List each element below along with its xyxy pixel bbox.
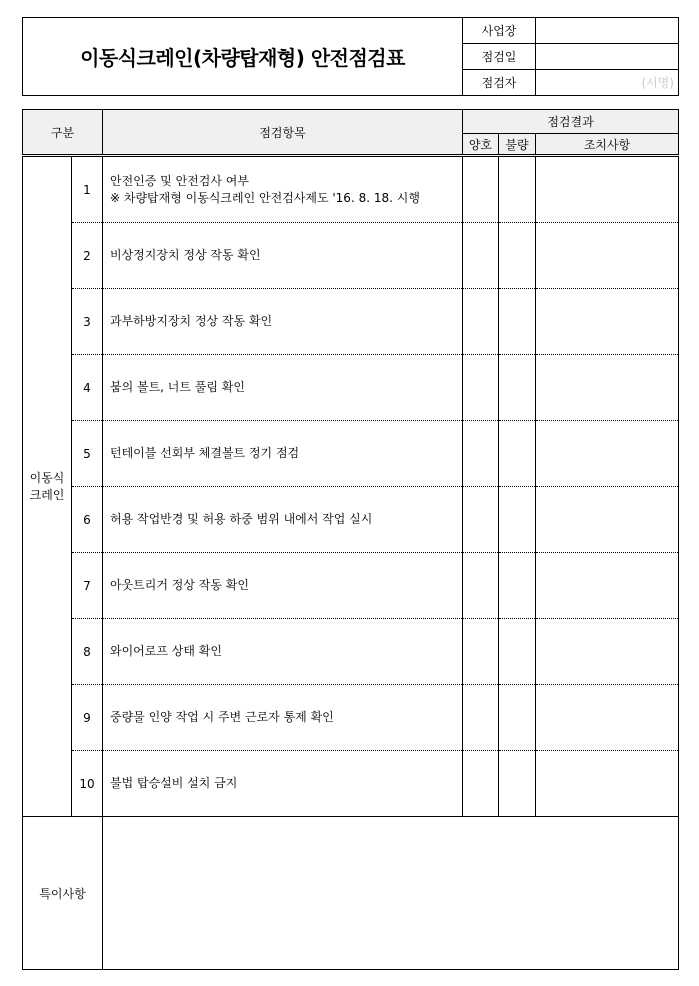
inspection-date-field[interactable] bbox=[536, 44, 679, 70]
page-title: 이동식크레인(차량탑재형) 안전점검표 bbox=[23, 18, 463, 96]
item-label: 비상정지장치 정상 작동 확인 bbox=[110, 248, 261, 262]
item-text bbox=[103, 289, 463, 355]
item-text bbox=[103, 223, 463, 289]
good-check-cell[interactable] bbox=[463, 289, 499, 355]
action-cell[interactable] bbox=[536, 421, 679, 487]
col-category: 구분 bbox=[23, 110, 103, 156]
item-label: 와이어로프 상태 확인 bbox=[110, 644, 222, 658]
good-check-cell[interactable] bbox=[463, 619, 499, 685]
bad-check-cell[interactable] bbox=[499, 289, 536, 355]
item-number: 8 bbox=[72, 619, 103, 685]
item-number: 6 bbox=[72, 487, 103, 553]
item-number: 9 bbox=[72, 685, 103, 751]
bad-check-cell[interactable] bbox=[499, 223, 536, 289]
item-number: 1 bbox=[72, 156, 103, 223]
bad-check-cell[interactable] bbox=[499, 751, 536, 817]
action-cell[interactable] bbox=[536, 487, 679, 553]
item-text bbox=[103, 751, 463, 817]
item-label: 아웃트리거 정상 작동 확인 bbox=[110, 578, 249, 592]
good-check-cell[interactable] bbox=[463, 223, 499, 289]
bad-check-cell[interactable] bbox=[499, 619, 536, 685]
table-row bbox=[23, 355, 679, 421]
good-check-cell[interactable] bbox=[463, 751, 499, 817]
col-action: 조치사항 bbox=[536, 134, 679, 156]
item-text bbox=[103, 553, 463, 619]
category-cell: 이동식 크레인 bbox=[23, 156, 72, 817]
workplace-field[interactable] bbox=[536, 18, 679, 44]
item-number: 7 bbox=[72, 553, 103, 619]
col-good: 양호 bbox=[463, 134, 499, 156]
inspector-signature-field[interactable]: (서명) bbox=[536, 70, 679, 96]
table-row bbox=[23, 156, 679, 223]
item-number: 5 bbox=[72, 421, 103, 487]
item-label: 턴테이블 선회부 체결볼트 정기 점검 bbox=[110, 446, 300, 460]
good-check-cell[interactable] bbox=[463, 355, 499, 421]
field-label: 사업장 bbox=[463, 18, 536, 44]
col-item: 점검항목 bbox=[103, 110, 463, 156]
checklist-table bbox=[22, 109, 679, 970]
item-text bbox=[103, 619, 463, 685]
item-number: 2 bbox=[72, 223, 103, 289]
action-cell[interactable] bbox=[536, 553, 679, 619]
notes-field[interactable] bbox=[103, 817, 679, 970]
table-row bbox=[23, 619, 679, 685]
item-label: 과부하방지장치 정상 작동 확인 bbox=[110, 314, 273, 328]
bad-check-cell[interactable] bbox=[499, 553, 536, 619]
item-text bbox=[103, 421, 463, 487]
action-cell[interactable] bbox=[536, 223, 679, 289]
bad-check-cell[interactable] bbox=[499, 156, 536, 223]
action-cell[interactable] bbox=[536, 156, 679, 223]
good-check-cell[interactable] bbox=[463, 156, 499, 223]
header-table bbox=[22, 17, 679, 96]
item-text bbox=[103, 685, 463, 751]
item-text bbox=[103, 487, 463, 553]
field-label: 점검자 bbox=[463, 70, 536, 96]
action-cell[interactable] bbox=[536, 355, 679, 421]
notes-label: 특이사항 bbox=[23, 817, 103, 970]
bad-check-cell[interactable] bbox=[499, 355, 536, 421]
bad-check-cell[interactable] bbox=[499, 421, 536, 487]
col-result: 점검결과 bbox=[463, 110, 679, 134]
bad-check-cell[interactable] bbox=[499, 487, 536, 553]
table-row bbox=[23, 223, 679, 289]
good-check-cell[interactable] bbox=[463, 487, 499, 553]
item-label: 붐의 볼트, 너트 풀림 확인 bbox=[110, 380, 245, 394]
good-check-cell[interactable] bbox=[463, 685, 499, 751]
action-cell[interactable] bbox=[536, 751, 679, 817]
col-bad: 불량 bbox=[499, 134, 536, 156]
item-label: 허용 작업반경 및 허용 하중 범위 내에서 작업 실시 bbox=[110, 512, 373, 526]
item-note: ※ 차량탑재형 이동식크레인 안전검사제도 '16. 8. 18. 시행 bbox=[110, 190, 420, 205]
table-row bbox=[23, 685, 679, 751]
item-label: 불법 탑승설비 설치 금지 bbox=[110, 776, 238, 790]
table-row bbox=[23, 751, 679, 817]
item-label: 중량물 인양 작업 시 주변 근로자 통제 확인 bbox=[110, 710, 334, 724]
good-check-cell[interactable] bbox=[463, 553, 499, 619]
bad-check-cell[interactable] bbox=[499, 685, 536, 751]
action-cell[interactable] bbox=[536, 685, 679, 751]
item-text bbox=[103, 355, 463, 421]
table-row bbox=[23, 421, 679, 487]
table-row bbox=[23, 289, 679, 355]
item-number: 10 bbox=[72, 751, 103, 817]
table-row bbox=[23, 553, 679, 619]
table-row bbox=[23, 487, 679, 553]
action-cell[interactable] bbox=[536, 619, 679, 685]
field-label: 점검일 bbox=[463, 44, 536, 70]
item-number: 3 bbox=[72, 289, 103, 355]
item-label: 안전인증 및 안전검사 여부 bbox=[110, 173, 249, 188]
item-text bbox=[103, 156, 463, 223]
item-number: 4 bbox=[72, 355, 103, 421]
action-cell[interactable] bbox=[536, 289, 679, 355]
good-check-cell[interactable] bbox=[463, 421, 499, 487]
